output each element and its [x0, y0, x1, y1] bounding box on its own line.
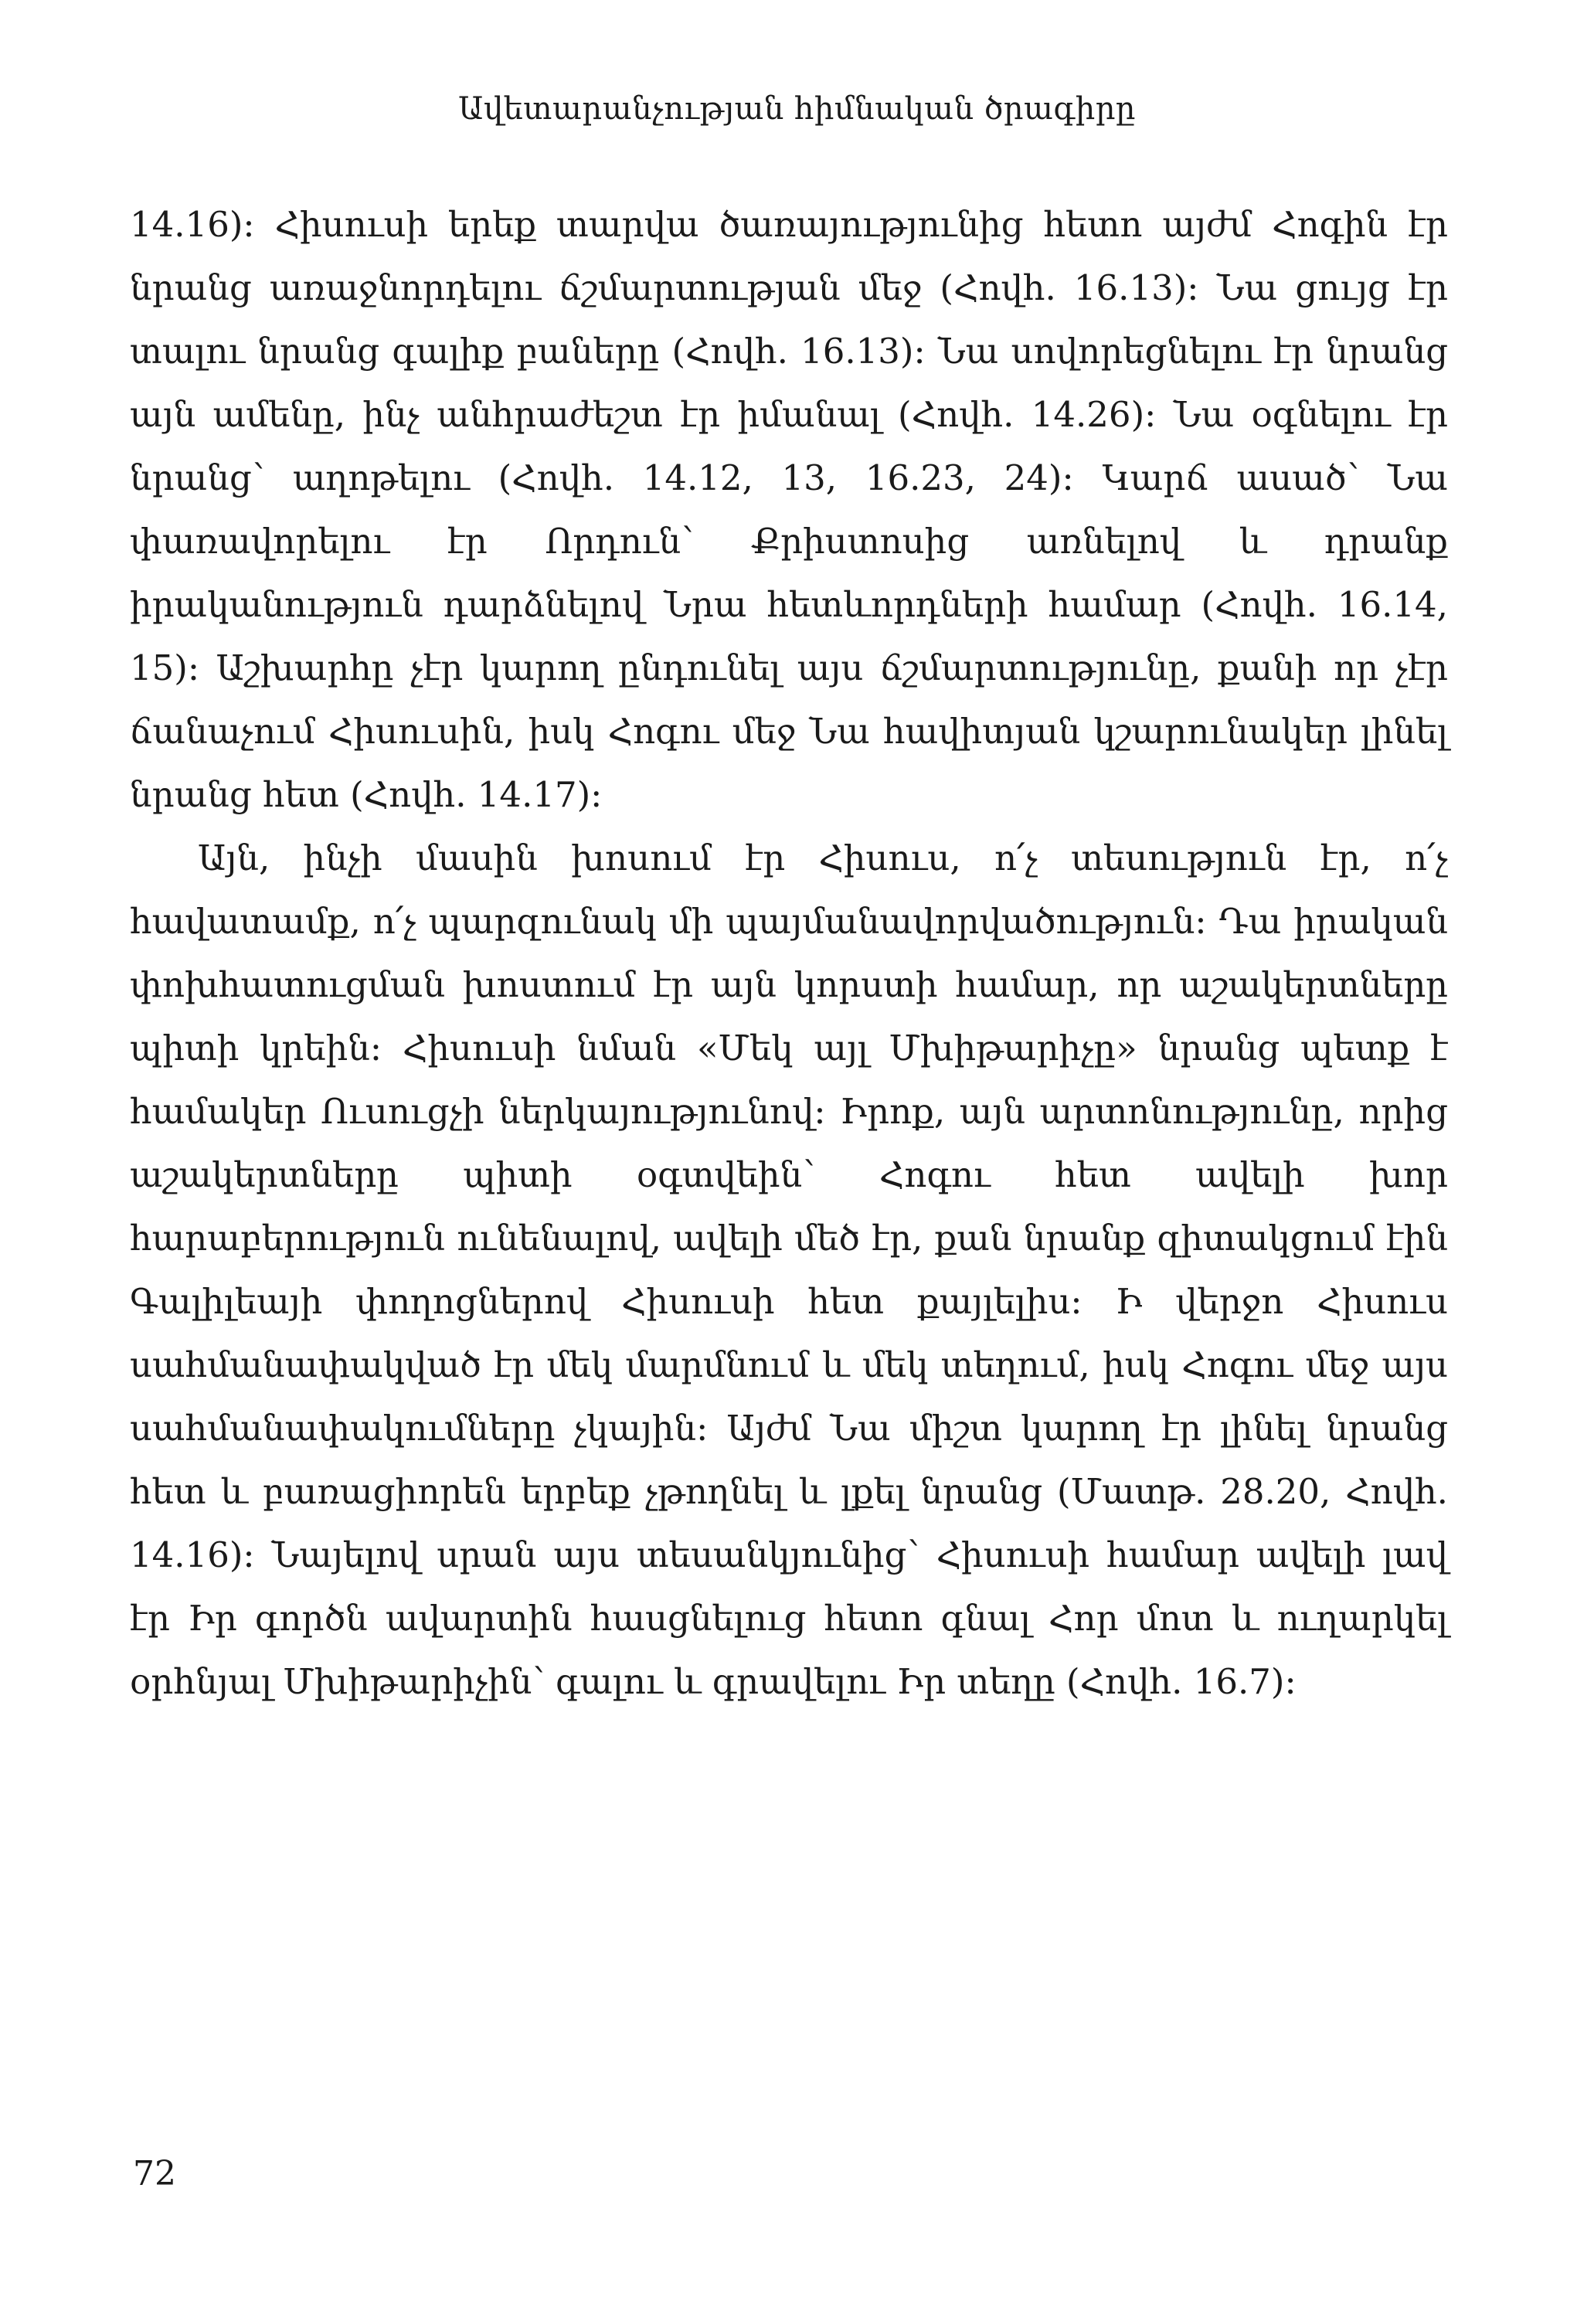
page-number: 72	[133, 2154, 176, 2193]
body-text	[130, 193, 1448, 1714]
paragraph-2: Այն, ինչի մասին խոսում էր Հիսուս, ո՛չ տեսություն էր, ո՛չ հավատամք, ո՛չ պարզունակ մի պայմանավորվածություն։ Դա իրական փոխհատուցման խոստում էր այն կորստի համար, որ աշակերտները պիտի կրեին։ Հիսուսի նման «Մեկ այլ Մխիթարիչը» նրանց պետք է համակեր Ուսուցչի ներկայությունով։ Իրոք, այն արտոնությունը, որից աշակերտները պիտի օգտվեին՝ Հոգու հետ ավելի խոր հարաբերություն ունենալով, ավելի մեծ էր, քան նրանք զիտակցում էին Գալիլեայի փողոցներով Հիսուսի հետ քայլելիս։ Ի վերջո Հիսուս սահմանափակված էր մեկ մարմնում և մեկ տեղում, իսկ Հոգու մեջ այս սահմանափակումները չկային։ Այժմ Նա միշտ կարող էր լինել նրանց հետ և բառացիորեն երբեք չթողնել և լքել նրանց (Մատթ. 28.20, Հովհ. 14.16)։ Նայելով սրան այս տեսանկյունից՝ Հիսուսի համար ավելի լավ էր Իր գործն ավարտին հասցնելուց հետո գնալ Հոր մոտ և ուղարկել օրհնյալ Մխիթարիչին՝ գալու և գրավելու Իր տեղը (Հովհ. 16.7)։	[130, 838, 1448, 1702]
running-head: Ավետարանչության հիմնական ծրագիրը	[458, 91, 1136, 127]
paragraph-1: 14.16)։ Հիսուսի երեք տարվա ծառայությունից հետո այժմ Հոգին էր նրանց առաջնորդելու ճշմարտության մեջ (Հովհ. 16.13)։ Նա ցույց էր տալու նրանց գալիք բաները (Հովհ. 16.13)։ Նա սովորեցնելու էր նրանց այն ամենը, ինչ անհրաժեշտ էր իմանալ (Հովհ. 14.26)։ Նա օգնելու էր նրանց՝ աղոթելու (Հովհ. 14.12, 13, 16.23, 24)։ Կարճ ասած՝ Նա փառավորելու էր Որդուն՝ Քրիստոսից առնելով և դրանք իրականություն դարձնելով Նրա հետևորդների համար (Հովհ. 16.14, 15)։ Աշխարհը չէր կարող ընդունել այս ճշմարտությունը, քանի որ չէր ճանաչում Հիսուսին, իսկ Հոգու մեջ Նա հավիտյան կշարունակեր լինել նրանց հետ (Հովհ. 14.17)։	[130, 204, 1448, 815]
